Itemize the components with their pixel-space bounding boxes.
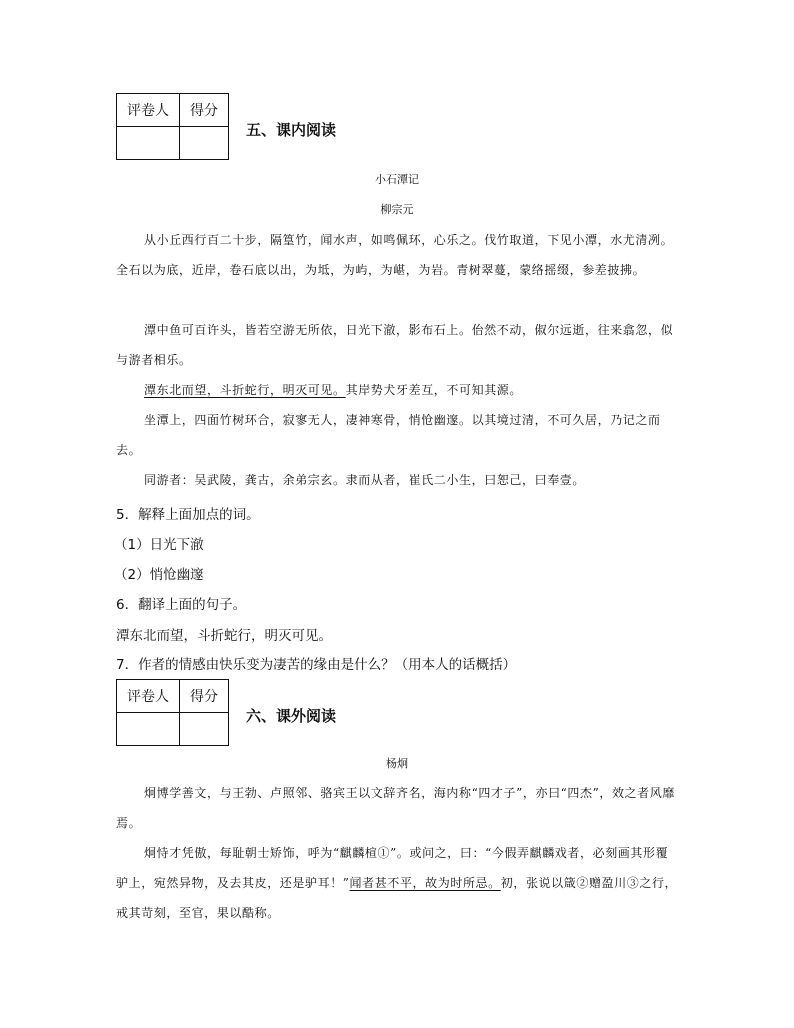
score-label: 得分 <box>180 680 229 713</box>
passage-title: 杨炯 <box>386 757 408 770</box>
passage-paragraph-3 <box>116 375 680 405</box>
paragraph-3-rest: 其岸势犬牙差互，不可知其源。 <box>345 383 523 397</box>
grader-cell[interactable] <box>117 713 180 746</box>
score-label: 得分 <box>180 94 229 127</box>
question-5: 5．解释上面加点的词。 <box>116 507 260 523</box>
section6-title: 六、课外阅读 <box>246 707 337 725</box>
score-box-section6 <box>116 679 229 746</box>
passage-paragraph-1: 炯博学善文，与王勃、卢照邻、骆宾王以文辞齐名，海内称“四才子”，亦曰“四杰”，效之者风靡焉。 <box>116 786 675 830</box>
passage-paragraph-1: 从小丘西行百二十步，隔篁竹，闻水声，如鸣佩环，心乐之。伐竹取道，下见小潭，水尤清冽。全石以为底，近岸，卷石底以出，为坻，为屿，为嵁，为岩。青树翠蔓，蒙络摇缀，参差披拂。 <box>116 233 674 277</box>
grader-label: 评卷人 <box>117 680 180 713</box>
section5-title: 五、课内阅读 <box>246 121 337 139</box>
underlined-sentence: 潭东北而望，斗折蛇行，明灭可见。 <box>144 383 346 397</box>
passage-title: 小石潭记 <box>375 173 419 186</box>
paragraph-2-end: 初，张说以箴②赠盈川③之行，戒其苛刻，至官，果以酷称。 <box>116 876 678 920</box>
passage-paragraph-5: 同游者：吴武陵，龚古，余弟宗玄。隶而从者，崔氏二小生，曰恕己，曰奉壹。 <box>144 473 586 487</box>
grader-label: 评卷人 <box>117 94 180 127</box>
grader-cell[interactable] <box>117 127 180 160</box>
passage-paragraph-2: 潭中鱼可百许头，皆若空游无所依，日光下澈，影布石上。佁然不动，俶尔远逝，往来翕忽，似与游者相乐。 <box>116 323 674 367</box>
score-box-section5 <box>116 93 229 160</box>
question-6: 6．翻译上面的句子。 <box>116 597 247 613</box>
question-7: 7．作者的情感由快乐变为凄苦的缘由是什么？（用本人的话概括） <box>116 657 517 673</box>
score-cell[interactable] <box>180 713 229 746</box>
passage-paragraph-2 <box>116 838 680 928</box>
underlined-sentence: 闻者甚不平，故为时所忌。 <box>349 876 501 890</box>
question-5-item-2: （2）悄怆幽邃 <box>114 567 204 583</box>
paragraph-2-start: 炯恃才凭傲，每耻朝士矫饰，呼为“麒麟楦①”。或问之，曰：“今假弄麒麟戏者，必刻画其形覆驴上，宛然异物，及去其皮，还是驴耳！” <box>116 846 669 890</box>
passage-paragraph-4: 坐潭上，四面竹树环合，寂寥无人，凄神寒骨，悄怆幽邃。以其境过清，不可久居，乃记之而去。 <box>116 413 661 457</box>
question-5-item-1: （1）日光下澈 <box>114 537 204 553</box>
passage-author: 柳宗元 <box>380 203 414 216</box>
score-cell[interactable] <box>180 127 229 160</box>
question-6-sentence: 潭东北而望，斗折蛇行，明灭可见。 <box>116 628 332 644</box>
